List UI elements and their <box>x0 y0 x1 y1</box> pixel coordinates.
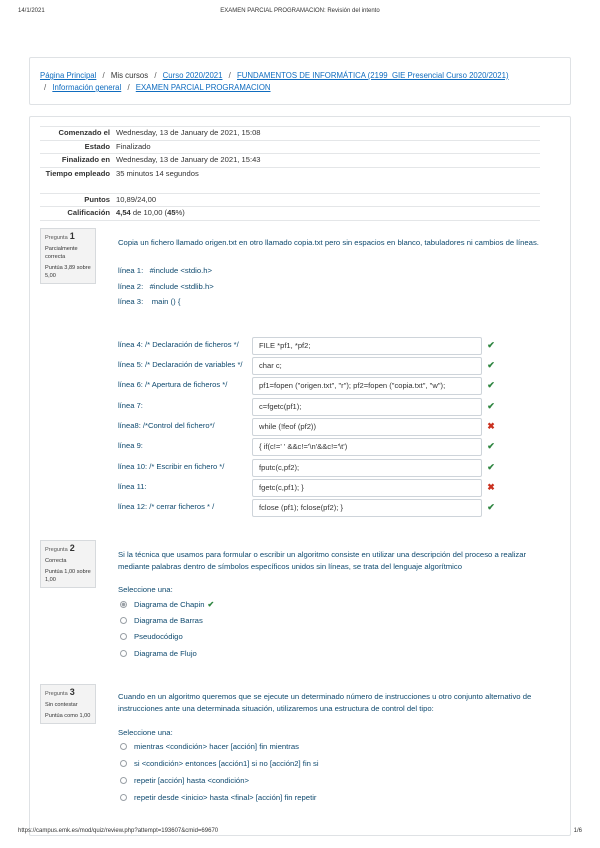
answer-option-label: Diagrama de Chapin <box>134 599 205 609</box>
summary-row-time-taken <box>40 167 540 193</box>
radio-button[interactable] <box>120 650 127 657</box>
answer-option-label: Pseudocódigo <box>134 631 183 641</box>
question-grade: Puntúa 1,00 sobre 1,00 <box>45 569 91 583</box>
summary-row-finished <box>40 153 540 167</box>
match-label: línea 10: /* Escribir en fichero */ <box>118 462 225 471</box>
summary-label: Estado <box>84 141 110 151</box>
question-number: 3 <box>69 687 75 697</box>
match-label: línea 12: /* cerrar ficheros * / <box>118 502 215 511</box>
summary-row-marks <box>40 193 540 207</box>
question-state: Sin contestar <box>45 702 78 708</box>
question-number: 2 <box>69 543 75 553</box>
question-3-text: Cuando en un algoritmo queremos que se ejecute un determinado número de instrucciones u otro conjunto alternativo de instrucciones ante una determinada situación, utilizaremos una estructura de control del tipo: <box>118 692 532 713</box>
summary-label: Comenzado el <box>58 128 110 137</box>
match-select[interactable]: fclose (pf1); fclose(pf2); } <box>252 499 482 517</box>
question-state: Parcialmente correcta <box>45 246 78 260</box>
radio-button[interactable] <box>120 743 127 750</box>
question-2-text: Si la técnica que usamos para formular o escribir un algoritmo consiste en utilizar una descripción del proceso a realizar mediante palabras dentro de símbolos específicos unidos sin líneas, se trata del lenguaje algorítmico <box>118 550 527 571</box>
print-title: EXAMEN PARCIAL PROGRAMACION: Revisión del intento <box>220 8 380 14</box>
radio-button-selected[interactable] <box>120 601 127 608</box>
match-select[interactable]: c=fgetc(pf1); <box>252 398 482 416</box>
answer-option[interactable] <box>120 740 299 752</box>
answer-option[interactable] <box>120 614 203 626</box>
breadcrumb-course-link[interactable]: FUNDAMENTOS DE INFORMÁTICA (2199_GIE Presencial Curso 2020/2021) <box>237 71 509 80</box>
grade-scale: de 10,00 ( <box>130 208 168 217</box>
match-label: línea8: /*Control del fichero*/ <box>118 421 215 430</box>
match-row <box>118 438 498 456</box>
breadcrumb-course-year-link[interactable]: Curso 2020/2021 <box>162 71 223 80</box>
summary-row-grade <box>40 206 540 221</box>
breadcrumb-separator: / <box>44 83 47 92</box>
correct-check-icon: ✔ <box>487 401 495 411</box>
match-label: línea 6: /* Apertura de ficheros */ <box>118 380 228 389</box>
select-prompt: Seleccione una: <box>118 585 173 594</box>
radio-button[interactable] <box>120 633 127 640</box>
incorrect-cross-icon: ✖ <box>487 482 495 492</box>
question-3-info <box>40 684 96 724</box>
question-number: 1 <box>69 231 75 241</box>
answer-option-label: Diagrama de Barras <box>134 615 203 625</box>
correct-check-icon: ✔ <box>487 502 495 512</box>
correct-check-icon: ✔ <box>487 360 495 370</box>
summary-label: Tiempo empleado <box>45 168 110 178</box>
breadcrumb-separator: / <box>127 83 130 92</box>
match-select[interactable]: FILE *pf1, *pf2; <box>252 337 482 355</box>
correct-check-icon: ✔ <box>487 462 495 472</box>
code-line: línea 2: #include <stdlib.h> <box>118 282 214 291</box>
match-select[interactable]: fgetc(c,pf1); } <box>252 479 482 497</box>
answer-option-label: repetir [acción] hasta <condición> <box>134 775 249 785</box>
match-row <box>118 377 498 395</box>
grade-percent: 45 <box>167 208 176 217</box>
match-select[interactable]: pf1=fopen ("origen.txt", "r"); pf2=fopen ("copia.txt", "w"); <box>252 377 482 395</box>
match-label: línea 5: /* Declaración de variables */ <box>118 360 243 369</box>
match-row <box>118 499 498 517</box>
breadcrumb <box>29 57 571 105</box>
summary-value: 10,89/24,00 <box>116 194 157 204</box>
code-line: línea 1: #include <stdio.h> <box>118 266 213 275</box>
match-label: línea 11: <box>118 482 147 491</box>
answer-option-label: repetir desde <inicio> hasta <final> [acción] fin repetir <box>134 792 317 802</box>
correct-check-icon: ✔ <box>487 340 495 350</box>
summary-value: Wednesday, 13 de January de 2021, 15:08 <box>116 128 261 137</box>
grade-percent-suffix: %) <box>175 208 185 217</box>
match-select[interactable]: char c; <box>252 357 482 375</box>
summary-row-state <box>40 140 540 154</box>
correct-check-icon: ✔ <box>487 380 495 390</box>
question-2-info <box>40 540 96 588</box>
question-state: Correcta <box>45 558 67 564</box>
match-label: línea 9: <box>118 441 143 450</box>
grade-value: 4,54 <box>116 208 131 217</box>
radio-button[interactable] <box>120 794 127 801</box>
match-row <box>118 357 498 375</box>
answer-option[interactable] <box>120 774 249 786</box>
question-1-text: Copia un fichero llamado origen.txt en otro llamado copia.txt pero sin espacios en blanco, tabuladores ni cambios de líneas. <box>118 238 539 247</box>
summary-value <box>116 207 540 220</box>
print-footer <box>18 828 582 838</box>
breadcrumb-separator: / <box>228 71 231 80</box>
summary-label: Calificación <box>67 208 110 217</box>
breadcrumb-home-link[interactable]: Página Principal <box>40 71 97 80</box>
match-row <box>118 479 498 497</box>
answer-option-label: si <condición> entonces [acción1] si no [acción2] fin si <box>134 758 319 768</box>
incorrect-cross-icon: ✖ <box>487 421 495 431</box>
match-row <box>118 418 498 436</box>
breadcrumb-my-courses: Mis cursos <box>110 71 149 80</box>
print-page-number: 1/6 <box>573 828 582 834</box>
answer-option[interactable] <box>120 757 319 769</box>
question-grade: Puntúa como 1,00 <box>45 713 91 719</box>
breadcrumb-quiz-link[interactable]: EXAMEN PARCIAL PROGRAMACION <box>135 83 271 92</box>
question-word: Pregunta <box>45 547 68 553</box>
match-row <box>118 337 498 355</box>
summary-label: Finalizado en <box>61 155 110 164</box>
question-1-info <box>40 228 96 284</box>
question-word: Pregunta <box>45 235 68 241</box>
summary-value: Finalizado <box>116 141 151 151</box>
match-select[interactable]: { if(c!=' ' &&c!='\n'&&c!='\t') <box>252 438 482 456</box>
code-line: línea 3: main () { <box>118 297 181 306</box>
select-prompt: Seleccione una: <box>118 728 173 737</box>
answer-option[interactable] <box>120 630 183 642</box>
question-word: Pregunta <box>45 691 68 697</box>
match-label: línea 7: <box>118 401 143 410</box>
attempt-summary-table <box>40 126 540 221</box>
question-grade: Puntúa 3,89 sobre 5,00 <box>45 265 91 279</box>
breadcrumb-separator: / <box>102 71 105 80</box>
radio-button[interactable] <box>120 760 127 767</box>
summary-row-started <box>40 126 540 140</box>
match-select[interactable]: while (!feof (pf2)) <box>252 418 482 436</box>
match-row <box>118 398 498 416</box>
answer-option-label: Diagrama de Flujo <box>134 648 197 658</box>
print-url: https://campus.emk.es/mod/quiz/review.php?attempt=193607&cmid=69670 <box>18 828 219 834</box>
match-select[interactable]: fputc(c,pf2); <box>252 459 482 477</box>
summary-value: 35 minutos 14 segundos <box>116 168 199 178</box>
match-row <box>118 459 498 477</box>
match-label: línea 4: /* Declaración de ficheros */ <box>118 340 239 349</box>
correct-check-icon: ✔ <box>487 441 495 451</box>
radio-button[interactable] <box>120 777 127 784</box>
summary-value: Wednesday, 13 de January de 2021, 15:43 <box>116 155 261 164</box>
print-header <box>18 8 582 18</box>
print-date: 14/1/2021 <box>18 8 45 14</box>
correct-check-icon: ✔ <box>207 599 215 609</box>
summary-label: Puntos <box>84 194 110 204</box>
breadcrumb-section-link[interactable]: Información general <box>52 83 122 92</box>
radio-button[interactable] <box>120 617 127 624</box>
answer-option-label: mientras <condición> hacer [acción] fin mientras <box>134 741 299 751</box>
answer-option[interactable] <box>120 647 197 659</box>
answer-option[interactable] <box>120 598 214 610</box>
answer-option[interactable] <box>120 791 316 803</box>
breadcrumb-separator: / <box>154 71 157 80</box>
